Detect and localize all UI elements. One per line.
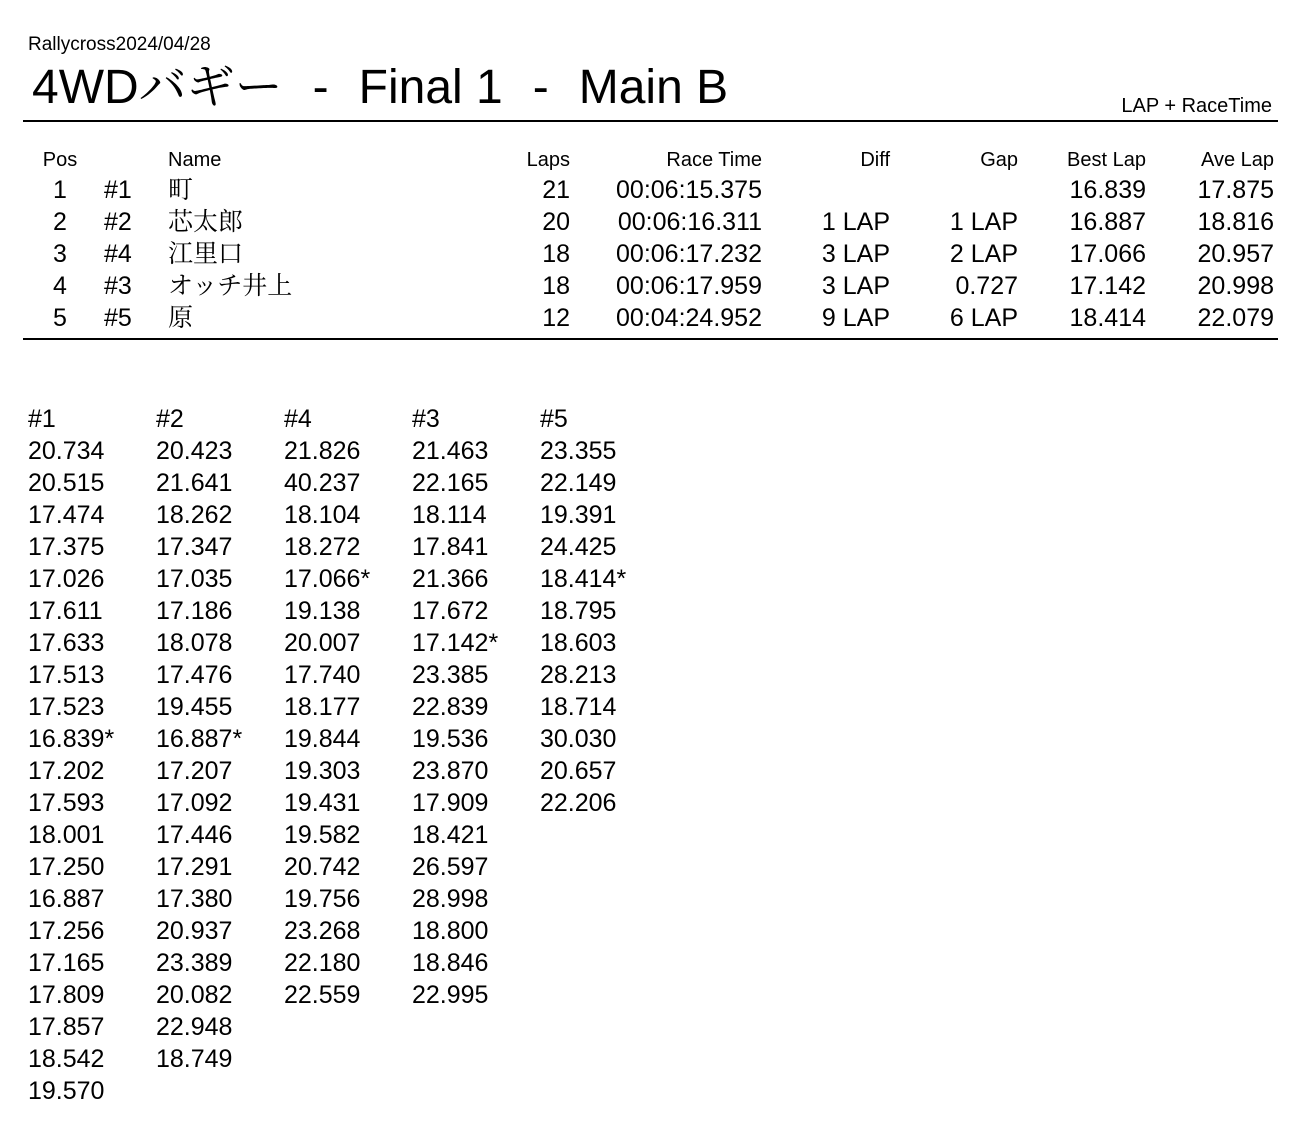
lap-time: 17.186 [156,597,233,625]
lap-time: 17.375 [28,533,105,561]
lap-time: 19.138 [284,597,361,625]
cell-gap: 0.727 [955,272,1018,300]
lap-time: 28.213 [540,661,617,689]
title-separator: - [532,61,549,114]
lap-time: 17.611 [28,597,103,625]
header-best-lap: Best Lap [1067,149,1146,171]
header-ave-lap: Ave Lap [1200,149,1274,171]
lap-time: 17.809 [28,981,105,1009]
mode-label: LAP + RaceTime [1121,95,1272,117]
cell-ave-lap: 22.079 [1197,304,1274,332]
lap-time: 23.268 [284,917,361,945]
lap-time: 18.795 [540,597,617,625]
lap-time: 18.177 [284,693,361,721]
lap-time: 19.570 [28,1077,105,1105]
lap-column-header: #2 [156,405,184,433]
lap-time: 18.714 [540,693,617,721]
cell-name: 町 [168,176,194,204]
cell-ave-lap: 20.957 [1197,240,1274,268]
lap-time: 17.593 [28,789,105,817]
cell-diff: 9 LAP [821,304,890,332]
lap-time: 17.476 [156,661,233,689]
lap-time: 17.380 [156,885,233,913]
results-table [0,146,1296,334]
cell-best-lap: 16.839 [1069,176,1146,204]
cell-num: #1 [104,176,132,204]
lap-time: 17.202 [28,757,105,785]
lap-time: 23.870 [412,757,489,785]
class-name: 4WDバギー [32,61,283,114]
title-separator: - [312,61,329,114]
cell-num: #3 [104,272,132,300]
lap-time: 20.423 [156,437,233,465]
cell-race-time: 00:06:15.375 [616,176,762,204]
cell-best-lap: 18.414 [1069,304,1146,332]
lap-time: 28.998 [412,885,489,913]
lap-time: 21.826 [284,437,361,465]
lap-time: 17.474 [28,501,105,529]
event-name: Rallycross2024/04/28 [28,34,211,55]
cell-best-lap: 17.066 [1069,240,1146,268]
lap-column [156,403,284,1075]
lap-time: 16.887 [28,885,105,913]
header-pos: Pos [42,149,78,171]
lap-time: 22.180 [284,949,361,977]
lap-time: 19.756 [284,885,361,913]
cell-race-time: 00:06:17.232 [616,240,762,268]
cell-gap: 6 LAP [949,304,1018,332]
lap-time: 18.603 [540,629,617,657]
cell-best-lap: 16.887 [1069,208,1146,236]
lap-time: 19.391 [540,501,617,529]
lap-time: 18.272 [284,533,361,561]
lap-time: 22.995 [412,981,489,1009]
lap-time: 20.082 [156,981,233,1009]
lap-time: 30.030 [540,725,617,753]
header-name: Name [168,149,222,171]
cell-pos: 2 [53,208,67,236]
lap-time: 18.104 [284,501,361,529]
bottom-divider [23,338,1278,340]
lap-column-header: #1 [28,405,56,433]
lap-time: 24.425 [540,533,617,561]
lap-time: 19.844 [284,725,361,753]
lap-time: 17.909 [412,789,489,817]
lap-time: 17.513 [28,661,105,689]
lap-time: 18.414* [540,565,627,593]
lap-time: 17.672 [412,597,489,625]
results-header-row [0,146,1296,174]
round-name: Final 1 [358,61,503,114]
lap-time: 17.740 [284,661,361,689]
lap-time: 23.389 [156,949,233,977]
lap-column [540,403,668,819]
cell-num: #5 [104,304,132,332]
table-row [0,238,1296,270]
lap-time: 20.734 [28,437,105,465]
cell-name: 原 [168,304,194,332]
cell-laps: 18 [542,272,570,300]
lap-time: 21.366 [412,565,489,593]
lap-time: 19.582 [284,821,361,849]
lap-time: 18.846 [412,949,489,977]
lap-time: 17.207 [156,757,233,785]
lap-time: 22.839 [412,693,489,721]
lap-column [412,403,540,1011]
lap-time: 22.559 [284,981,361,1009]
cell-num: #2 [104,208,132,236]
cell-pos: 1 [53,176,67,204]
lap-time: 19.303 [284,757,361,785]
table-row [0,302,1296,334]
lap-time: 19.536 [412,725,489,753]
lap-time: 20.007 [284,629,361,657]
cell-ave-lap: 20.998 [1197,272,1274,300]
header-laps: Laps [526,149,570,171]
lap-column-header: #3 [412,405,440,433]
lap-time: 23.355 [540,437,617,465]
cell-laps: 20 [542,208,570,236]
lap-time: 18.262 [156,501,233,529]
lap-time: 17.633 [28,629,105,657]
lap-time: 20.657 [540,757,617,785]
lap-time: 21.641 [156,469,233,497]
lap-time: 17.857 [28,1013,105,1041]
lap-column-header: #4 [284,405,312,433]
cell-diff: 3 LAP [821,272,890,300]
lap-time: 18.421 [412,821,489,849]
lap-time: 22.948 [156,1013,233,1041]
lap-time: 18.542 [28,1045,105,1073]
lap-time: 18.800 [412,917,489,945]
lap-column [284,403,412,1011]
table-row [0,174,1296,206]
lap-time: 17.523 [28,693,105,721]
lap-time: 17.446 [156,821,233,849]
cell-pos: 3 [53,240,67,268]
lap-time: 22.149 [540,469,617,497]
lap-column [28,403,156,1107]
lap-time: 17.291 [156,853,233,881]
lap-time: 18.114 [412,501,487,529]
lap-time: 26.597 [412,853,489,881]
cell-name: 芯太郎 [168,208,244,236]
lap-time: 17.250 [28,853,105,881]
header-gap: Gap [980,149,1018,171]
lap-time: 18.078 [156,629,233,657]
lap-time: 19.455 [156,693,233,721]
table-row [0,206,1296,238]
lap-time: 23.385 [412,661,489,689]
header-diff: Diff [860,149,890,171]
lap-time: 16.839* [28,725,115,753]
cell-laps: 12 [542,304,570,332]
header-race-time: Race Time [666,149,762,171]
lap-time: 20.742 [284,853,361,881]
lap-time: 17.347 [156,533,233,561]
lap-time: 17.256 [28,917,105,945]
lap-time: 17.066* [284,565,371,593]
cell-best-lap: 17.142 [1069,272,1146,300]
cell-diff: 1 LAP [821,208,890,236]
cell-num: #4 [104,240,132,268]
page-title [32,58,728,118]
heat-name: Main B [578,61,729,114]
cell-laps: 21 [542,176,570,204]
lap-time: 16.887* [156,725,243,753]
cell-ave-lap: 18.816 [1197,208,1274,236]
lap-time: 20.937 [156,917,233,945]
cell-pos: 5 [53,304,67,332]
cell-race-time: 00:06:16.311 [617,208,762,236]
cell-gap: 1 LAP [949,208,1018,236]
lap-time: 40.237 [284,469,361,497]
lap-time: 17.841 [412,533,489,561]
cell-name: 江里口 [168,240,244,268]
lap-time: 17.035 [156,565,233,593]
lap-time: 22.206 [540,789,617,817]
lap-time: 20.515 [28,469,105,497]
lap-time: 18.001 [28,821,105,849]
top-divider [23,120,1278,122]
cell-pos: 4 [53,272,67,300]
lap-time: 21.463 [412,437,489,465]
cell-race-time: 00:06:17.959 [616,272,762,300]
cell-laps: 18 [542,240,570,268]
cell-gap: 2 LAP [949,240,1018,268]
lap-time: 19.431 [284,789,361,817]
lap-time: 17.092 [156,789,233,817]
lap-time: 17.026 [28,565,105,593]
lap-time: 17.165 [28,949,105,977]
cell-diff: 3 LAP [821,240,890,268]
cell-ave-lap: 17.875 [1197,176,1274,204]
table-row [0,270,1296,302]
lap-time: 17.142* [412,629,499,657]
lap-time: 22.165 [412,469,489,497]
lap-column-header: #5 [540,405,568,433]
cell-name: オッチ井上 [168,272,293,300]
lap-time: 18.749 [156,1045,233,1073]
cell-race-time: 00:04:24.952 [616,304,762,332]
